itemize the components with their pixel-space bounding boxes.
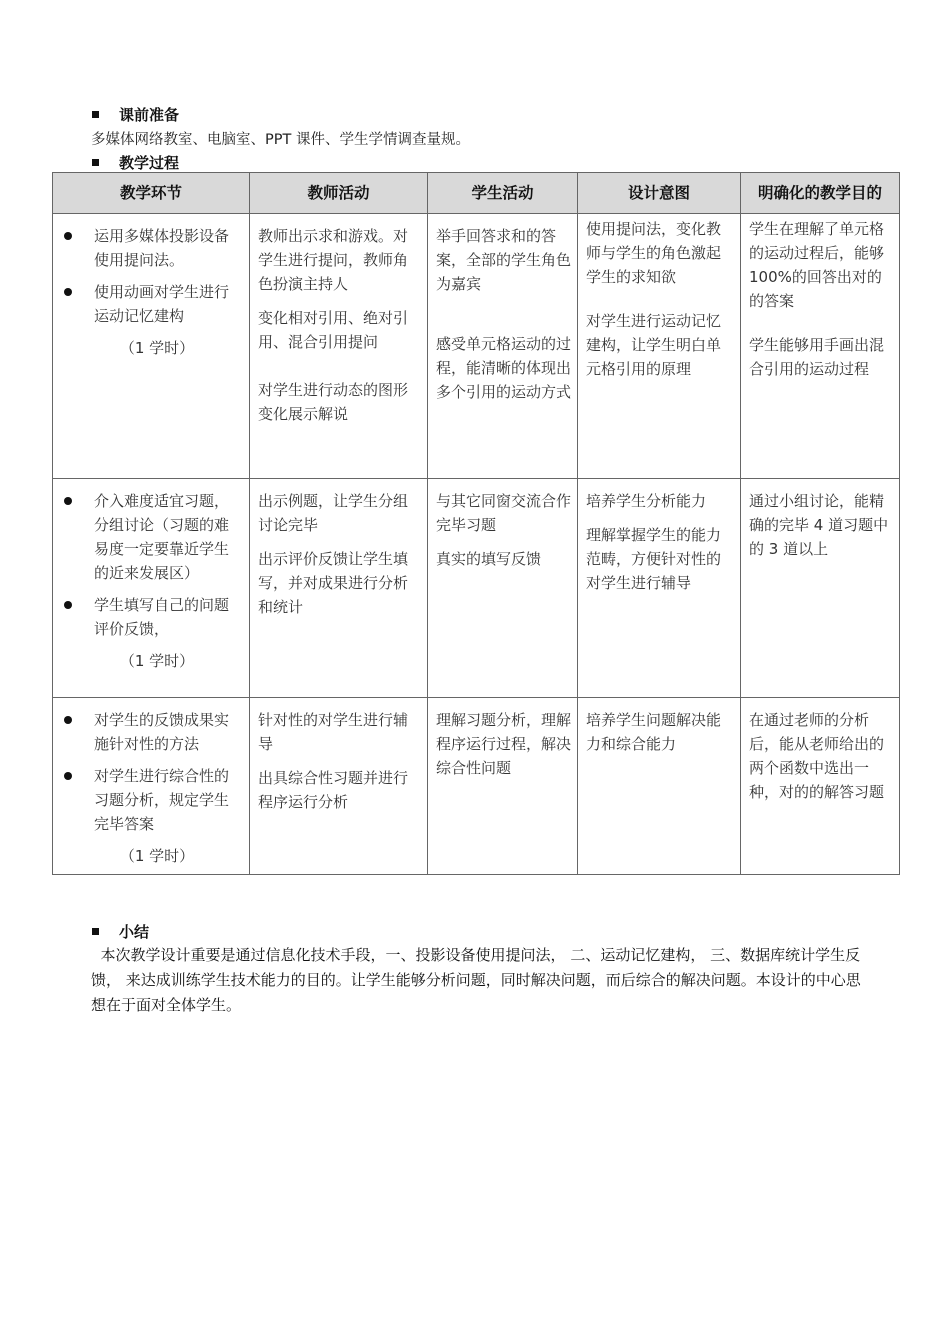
hours-label: （1 学时） xyxy=(119,652,195,670)
summary-text xyxy=(91,943,871,1018)
square-bullet-icon xyxy=(92,111,99,118)
table-header-row xyxy=(53,173,900,214)
hours-label: （1 学时） xyxy=(119,339,195,357)
stage-item: 运用多媒体投影设备使用提问法。 xyxy=(61,224,243,272)
student-cell xyxy=(428,698,578,875)
stage-item: 对学生进行综合性的习题分析，规定学生完毕答案 xyxy=(61,764,243,836)
teacher-text: 教师出示求和游戏。对学生进行提问，教师角色扮演主持人 xyxy=(258,227,409,293)
goal-text: 通过小组讨论，能精确的完毕 4 道习题中的 3 道以上 xyxy=(749,492,889,558)
table-row xyxy=(53,479,900,698)
summary-heading xyxy=(92,921,149,942)
square-bullet-icon xyxy=(92,159,99,166)
header-student: 学生活动 xyxy=(428,173,578,214)
stage-cell xyxy=(53,214,250,479)
process-heading-text: 教学过程 xyxy=(119,154,180,172)
student-text: 理解习题分析，理解程序运行过程，解决综合性问题 xyxy=(436,711,572,777)
goal-cell xyxy=(741,479,900,698)
teacher-cell xyxy=(250,479,428,698)
student-cell xyxy=(428,479,578,698)
student-text: 与其它同窗交流合作完毕习题 xyxy=(436,492,572,534)
teacher-text: 针对性的对学生进行辅导 xyxy=(258,711,409,753)
design-cell xyxy=(578,214,741,479)
design-text: 理解掌握学生的能力范畴，方便针对性的对学生进行辅导 xyxy=(586,526,722,592)
header-goal: 明确化的教学目的 xyxy=(741,173,900,214)
teacher-text: 出具综合性习题并进行程序运行分析 xyxy=(258,769,409,811)
teacher-cell xyxy=(250,214,428,479)
teaching-process-table xyxy=(52,172,900,875)
stage-item: 学生填写自己的问题评价反馈， xyxy=(61,593,243,641)
prep-heading-text: 课前准备 xyxy=(119,106,180,124)
student-cell xyxy=(428,214,578,479)
hours-label: （1 学时） xyxy=(119,847,195,865)
stage-item: 对学生的反馈成果实施针对性的方法 xyxy=(61,708,243,756)
student-text: 真实的填写反馈 xyxy=(436,550,542,568)
teacher-text: 出示例题，让学生分组讨论完毕 xyxy=(258,492,409,534)
square-bullet-icon xyxy=(92,928,99,935)
stage-cell xyxy=(53,698,250,875)
design-cell xyxy=(578,698,741,875)
stage-item: 使用动画对学生进行运动记忆建构 xyxy=(61,280,243,328)
design-cell xyxy=(578,479,741,698)
summary-body: 本次教学设计重要是通过信息化技术手段，一、投影设备使用提问法， 二、运动记忆建构， 三、数据库统计学生反馈， 来达成训练学生技术能力的目的。让学生能够分析问题，同时解决问题，而后综合的解决问题。本设计的中心思想在于面对全体学生。 xyxy=(91,946,861,1014)
header-teacher: 教师活动 xyxy=(250,173,428,214)
goal-cell xyxy=(741,698,900,875)
teacher-text: 对学生进行动态的图形变化展示解说 xyxy=(258,381,409,423)
teacher-text: 变化相对引用、绝对引用、混合引用提问 xyxy=(258,309,409,351)
goal-text: 在通过老师的分析后，能从老师给出的两个函数中选出一种，对的的解答习题 xyxy=(749,711,885,801)
stage-cell xyxy=(53,479,250,698)
design-text: 使用提问法，变化教师与学生的角色激起学生的求知欲 xyxy=(586,220,722,286)
teacher-cell xyxy=(250,698,428,875)
teacher-text: 出示评价反馈让学生填写，并对成果进行分析和统计 xyxy=(258,550,409,616)
header-stage: 教学环节 xyxy=(53,173,250,214)
prep-heading xyxy=(92,104,179,125)
design-text: 对学生进行运动记忆建构，让学生明白单元格引用的原理 xyxy=(586,312,722,378)
goal-cell xyxy=(741,214,900,479)
design-text: 培养学生问题解决能力和综合能力 xyxy=(586,711,722,753)
header-design: 设计意图 xyxy=(578,173,741,214)
table-row xyxy=(53,214,900,479)
goal-text: 学生能够用手画出混合引用的运动过程 xyxy=(749,336,885,378)
table-row xyxy=(53,698,900,875)
process-heading xyxy=(92,152,179,173)
summary-heading-text: 小结 xyxy=(119,923,150,941)
prep-text: 多媒体网络教室、电脑室、PPT 课件、学生学情调查量规。 xyxy=(91,132,470,148)
student-text: 举手回答求和的答案，全部的学生角色为嘉宾 xyxy=(436,227,572,293)
student-text: 感受单元格运动的过程，能清晰的体现出多个引用的运动方式 xyxy=(436,335,572,401)
design-text: 培养学生分析能力 xyxy=(586,492,707,510)
stage-item: 介入难度适宜习题，分组讨论（习题的难易度一定要靠近学生的近来发展区） xyxy=(61,489,243,585)
goal-text: 学生在理解了单元格的运动过程后，能够 100%的回答出对的的答案 xyxy=(749,220,885,310)
